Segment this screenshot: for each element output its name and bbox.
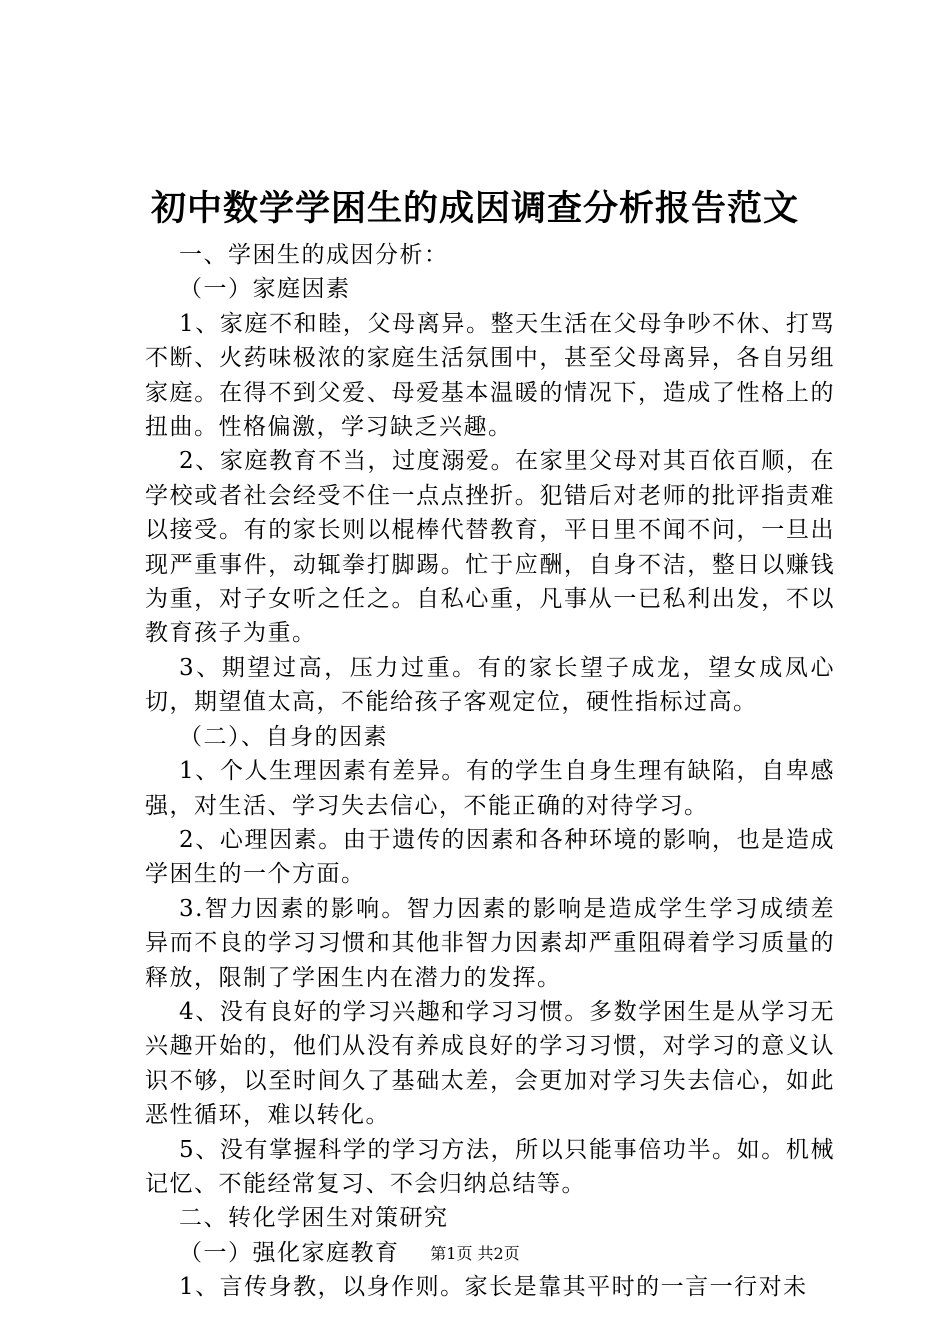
subsection-heading: （一）家庭因素 [179, 276, 351, 303]
subsection-heading: （二）、自身的因素 [179, 723, 388, 750]
page-footer: 第1页 共2页 [430, 1244, 520, 1263]
paragraph: 2、家庭教育不当，过度溺爱。在家里父母对其百依百顺，在学校或者社会经受不住一点点挫折。犯错后对老师的批评指责难以接受。有的家长则以棍棒代替教育，平日里不闻不问，一旦出现严重事件，动辄拳打脚踢。忙于应酬，自身不洁，整日以赚钱为重，对子女听之任之。自私心重，凡事从一已私利出发，不以教育孩子为重。 [145, 448, 835, 647]
paragraph: 1、个人生理因素有差异。有的学生自身生理有缺陷，自卑感强，对生活、学习失去信心，不能正确的对待学习。 [145, 758, 835, 819]
paragraph: 4、没有良好的学习兴趣和学习习惯。多数学困生是从学习无兴趣开始的，他们从没有养成良好的学习习惯，对学习的意义认识不够，以至时间久了基础太差，会更加对学习失去信心，如此恶性循环，难以转化。 [145, 998, 835, 1129]
section-heading: 二、转化学困生对策研究 [179, 1205, 449, 1232]
paragraph: 1、家庭不和睦，父母离异。整天生活在父母争吵不休、打骂不断、火药味极浓的家庭生活氛围中，甚至父母离异，各自另组家庭。在得不到父爱、母爱基本温暖的情况下，造成了性格上的扭曲。性格偏激，学习缺乏兴趣。 [145, 310, 835, 441]
document-title: 初中数学学困生的成因调查分析报告范文 [150, 188, 799, 229]
paragraph: 1、言传身教，以身作则。家长是靠其平时的一言一行对未 [179, 1274, 808, 1301]
section-heading: 一、学困生的成因分析： [179, 242, 449, 268]
document-body [145, 238, 835, 1305]
paragraph: 5、没有掌握科学的学习方法，所以只能事倍功半。如。机械记忆、不能经常复习、不会归纳总结等。 [145, 1136, 835, 1197]
paragraph: 3、期望过高，压力过重。有的家长望子成龙，望女成凤心切，期望值太高，不能给孩子客观定位，硬性指标过高。 [145, 654, 835, 716]
paragraph: 3.智力因素的影响。智力因素的影响是造成学生学习成绩差异而不良的学习习惯和其他非智力因素却严重阻碍着学习质量的释放，限制了学困生内在潜力的发挥。 [145, 895, 835, 991]
subsection-heading: （一）强化家庭教育 [179, 1239, 400, 1266]
paragraph: 2、心理因素。由于遗传的因素和各种环境的影响，也是造成学困生的一个方面。 [145, 826, 835, 888]
